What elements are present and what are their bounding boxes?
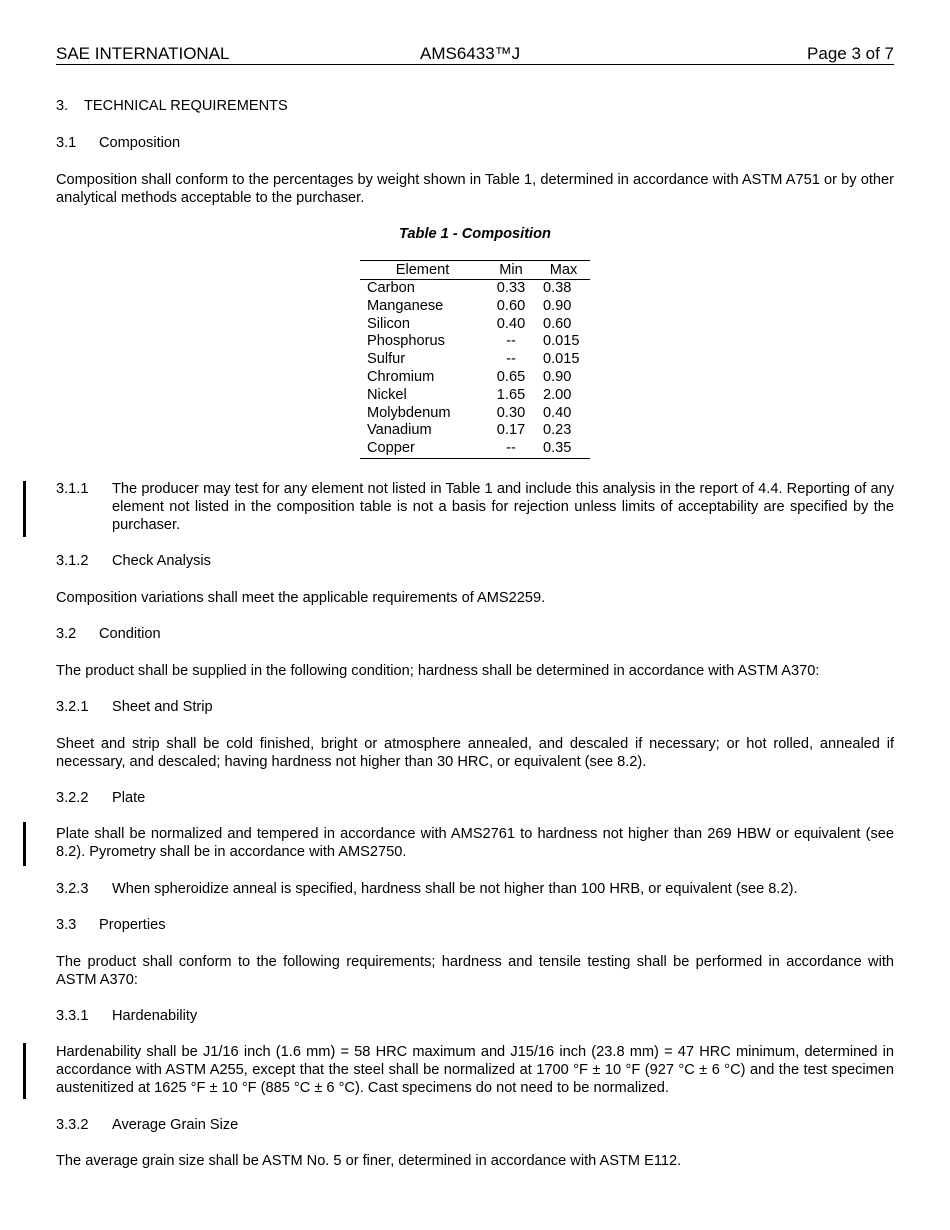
table-header-row xyxy=(360,261,590,280)
table-cell: Carbon xyxy=(367,280,415,296)
change-bar xyxy=(23,481,26,537)
table-cell: 0.23 xyxy=(543,422,572,439)
table-cell: 0.015 xyxy=(543,333,580,350)
section-3-1-2-heading: 3.1.2 Check Analysis xyxy=(56,553,211,569)
table-cell: -- xyxy=(485,440,537,458)
composition-table xyxy=(360,260,590,459)
section-3-2-1-heading: 3.2.1 Sheet and Strip xyxy=(56,699,213,715)
table-cell: 0.60 xyxy=(496,297,526,314)
table-cell: Vanadium xyxy=(367,422,432,439)
table-cell: Silicon xyxy=(367,315,410,332)
section-3-3-1-text: Hardenability shall be J1/16 inch (1.6 mm) = 58 HRC maximum and J15/16 inch (23.8 mm) = 47 HRC minimum, determined in accordance with ASTM A255, except that the steel shall be normalized at 1700 °F ± 10 °F (927 °C ± 6 °C) and the test specimen austenitized at 1625 °F ± 10 °F (885 °C ± 6 °C). Cast specimens do not need to be normalized. xyxy=(56,1044,894,1096)
section-3-3-2-text: The average grain size shall be ASTM No. 5 or finer, determined in accordance with ASTM E112. xyxy=(56,1153,682,1169)
section-3-3-1-heading: 3.3.1 Hardenability xyxy=(56,1008,198,1024)
table-cell: Nickel xyxy=(367,386,407,403)
table-row xyxy=(360,422,590,440)
table-cell: 0.40 xyxy=(543,404,572,421)
column-header: Min xyxy=(485,261,537,280)
section-3-3-heading: 3.3 Properties xyxy=(56,917,166,933)
table-cell: 0.17 xyxy=(496,422,526,439)
table-cell: 2.00 xyxy=(543,386,572,403)
table-cell: -- xyxy=(506,333,516,350)
table-cell: -- xyxy=(506,351,516,368)
table-cell: Sulfur xyxy=(367,351,406,368)
section-3-2-heading: 3.2 Condition xyxy=(56,626,161,642)
section-3-heading: 3. TECHNICAL REQUIREMENTS xyxy=(56,98,288,114)
change-bar xyxy=(23,822,26,866)
table-row xyxy=(360,387,590,405)
table-cell: 0.015 xyxy=(543,351,580,368)
section-3-3-text: The product shall conform to the following requirements; hardness and tensile testing shall be performed in accordance with ASTM A370: xyxy=(56,954,894,988)
table-cell: 0.65 xyxy=(496,368,526,385)
section-3-1-heading: 3.1 Composition xyxy=(56,135,181,151)
section-3-1-2-text: Composition variations shall meet the applicable requirements of AMS2259. xyxy=(56,590,546,606)
column-header: Max xyxy=(537,261,590,280)
table-row xyxy=(360,351,590,369)
section-3-2-3: 3.2.3 When spheroidize anneal is specified, hardness shall be not higher than 100 HRB, or equivalent (see 8.2). xyxy=(56,881,798,897)
table-row xyxy=(360,298,590,316)
section-3-2-2-heading: 3.2.2 Plate xyxy=(56,790,146,806)
page-header xyxy=(56,44,894,65)
table-row xyxy=(360,369,590,387)
table-cell: 0.30 xyxy=(496,404,526,421)
table-row xyxy=(360,333,590,351)
table-cell: Manganese xyxy=(367,297,444,314)
header-doc-id: AMS6433™J xyxy=(420,44,521,63)
table-row xyxy=(360,440,590,458)
section-3-2-text: The product shall be supplied in the following condition; hardness shall be determined in accordance with ASTM A370: xyxy=(56,663,820,679)
table-cell: Chromium xyxy=(367,368,435,385)
table-cell: 0.90 xyxy=(543,297,572,314)
header-page-number: Page 3 of 7 xyxy=(807,44,894,63)
header-org: SAE INTERNATIONAL xyxy=(56,44,230,63)
section-3-1-text: Composition shall conform to the percentages by weight shown in Table 1, determined in accordance with ASTM A751 or by other analytical methods acceptable to the purchaser. xyxy=(56,172,894,206)
section-3-1-1 xyxy=(56,480,894,534)
table-cell: Molybdenum xyxy=(367,404,451,421)
table-cell: 0.60 xyxy=(543,315,572,332)
table-cell: 0.90 xyxy=(543,368,572,385)
column-header: Element xyxy=(360,261,485,280)
table-cell: 0.33 xyxy=(496,280,526,296)
table-1-caption: Table 1 - Composition xyxy=(399,226,551,242)
table-cell: 0.35 xyxy=(537,440,590,458)
section-3-1-1-text: The producer may test for any element not listed in Table 1 and include this analysis in the report of 4.4. Reporting of any element not listed in the composition table is not a basis for rejection unless limits of acceptability are specified by the purchaser. xyxy=(112,481,894,533)
table-cell: Copper xyxy=(360,440,485,458)
section-3-3-2-heading: 3.3.2 Average Grain Size xyxy=(56,1117,239,1133)
section-number: 3.1.1 xyxy=(56,481,89,497)
section-3-2-1-text: Sheet and strip shall be cold finished, bright or atmosphere annealed, and descaled if necessary; or hot rolled, annealed if necessary, and descaled; having hardness not higher than 30 HRC, or equivalent (see 8.2). xyxy=(56,736,894,770)
table-row xyxy=(360,316,590,334)
change-bar xyxy=(23,1043,26,1099)
table-row xyxy=(360,405,590,423)
section-3-2-2-text: Plate shall be normalized and tempered in accordance with AMS2761 to hardness not higher than 269 HBW or equivalent (see 8.2). Pyrometry shall be in accordance with AMS2750. xyxy=(56,826,894,860)
table-cell: 1.65 xyxy=(496,386,526,403)
table-cell: 0.38 xyxy=(543,280,572,296)
table-cell: 0.40 xyxy=(496,315,526,332)
table-cell: Phosphorus xyxy=(367,333,445,350)
table-row xyxy=(360,280,590,298)
